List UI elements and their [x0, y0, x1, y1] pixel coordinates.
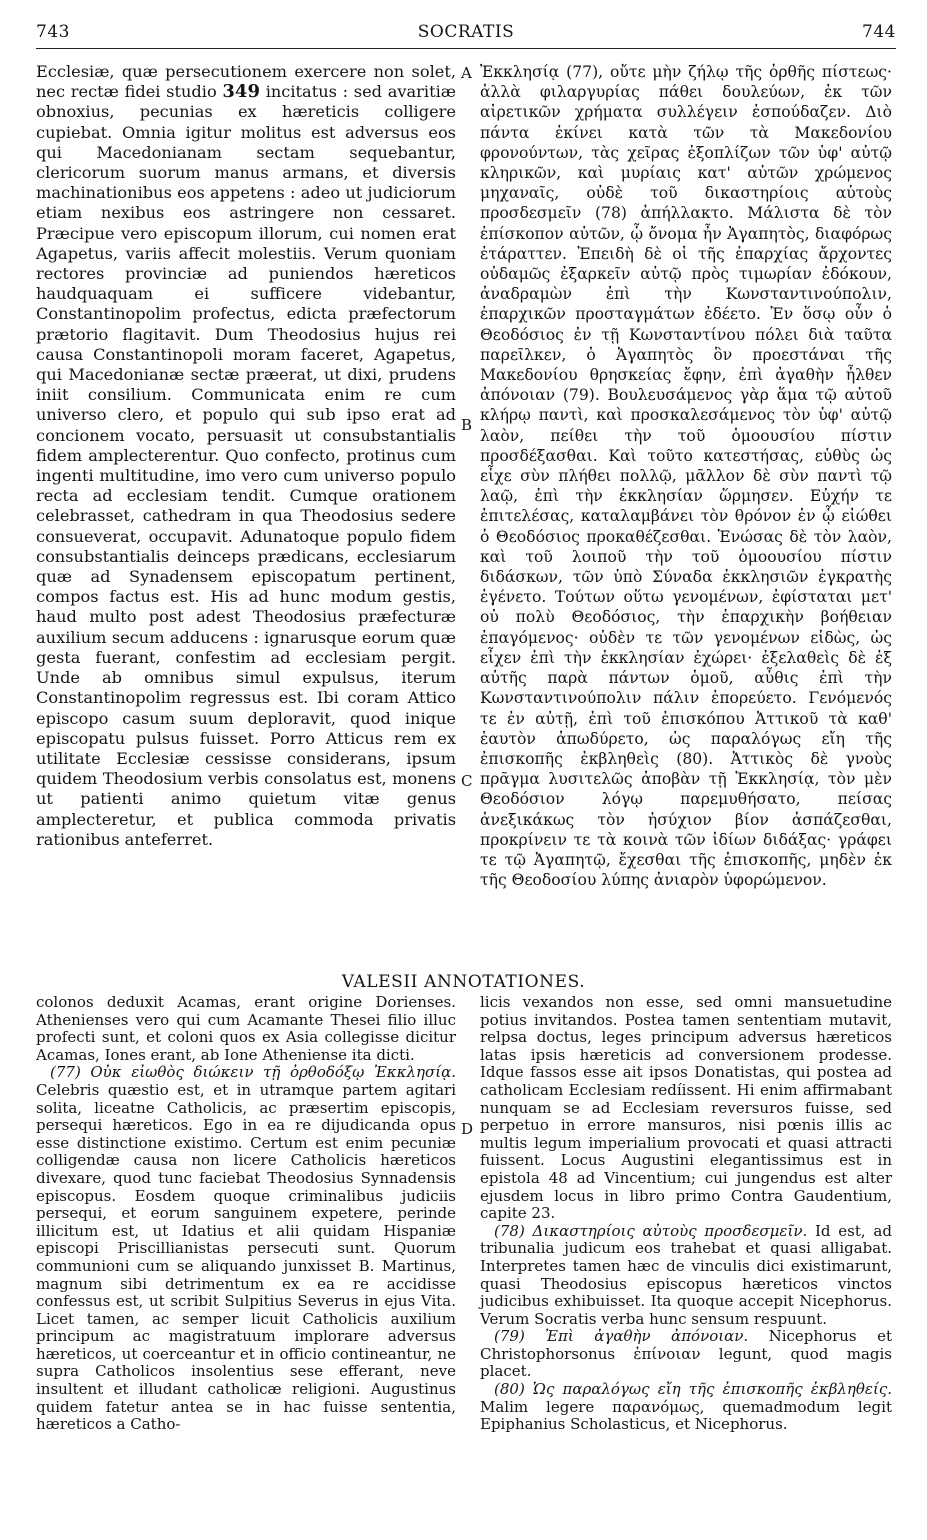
right-page-number: 744 [862, 22, 896, 42]
annotations-left-column [36, 994, 456, 1434]
latin-paragraph [36, 62, 456, 850]
annotation-text: Malim legere παρανόμως, quemadmodum legit Epiphanius Scholasticus, et Nicephorus. [480, 1397, 892, 1434]
annotation-note [36, 994, 456, 1064]
header-rule [36, 48, 896, 49]
annotation-note [36, 1064, 456, 1433]
annotation-text: Id est, ad tribunalia judicum eos trahebat et quasi alligabat. Interpretes tamen hæc de vinculis dici existimarunt, quasi Theodosius episcopus hæreticos vinctos judicibus exhibuisset. Ita quoque accepit Nicephorus. Verum Socratis verba hunc sensum respuunt. [480, 1221, 892, 1328]
annotation-note [480, 1223, 892, 1329]
left-page-number: 743 [36, 22, 70, 42]
greek-paragraph: Ἐκκλησίᾳ (77), οὔτε μὴν ζήλῳ τῆς ὀρθῆς πίστεως· ἀλλὰ φιλαργυρίας πάθει δουλεύων, ἐκ τῶν αἱρετικῶν χρήματα συλλέγειν ἐσπούδαζεν. Διὸ πάντα ἐκίνει κατὰ τῶν τὰ Μακεδονίου φρονούντων, τὰς χεῖρας ἐξοπλίζων τῶν ὑφ' αὐτῷ κληρικῶν, καὶ μυρίαις κατ' αὐτῶν χρώμενος μηχαναῖς, οὐδὲ τοῦ δικαστηρίοις αὐτοὺς προσδεσμεῖν (78) ἀπήλλακτο. Μάλιστα δὲ τὸν ἐπίσκοπον αὐτῶν, ᾧ ὄνομα ἦν Ἀγαπητὸς, διαφόρως ἐτάραττεν. Ἐπειδὴ δὲ οἱ τῆς ἐπαρχίας ἄρχοντες οὐδαμῶς ἐξαρκεῖν αὐτῷ πρὸς τιμωρίαν ἐδόκουν, ἀναδραμὼν ἐπὶ τὴν Κωνσταντινούπολιν, ἐπαρχικῶν προσταγμάτων ἐδέετο. Ἐν ὅσῳ οὖν ὁ Θεοδόσιος ἐν τῇ Κωνσταντίνου πόλει διὰ ταῦτα παρεῖλκεν, ὁ Ἀγαπητὸς ὃν προεστάναι τῆς Μακεδονίου θρησκείας ἔφην, ἐπὶ ἀγαθὴν ἦλθεν ἀπόνοιαν (79). Βουλευσάμενος γὰρ ἅμα τῷ αὐτοῦ κλήρῳ παντὶ, καὶ προσκαλεσάμενος τὸν ὑφ' αὐτῷ λαὸν, πείθει τὴν τοῦ ὁμοουσίου πίστιν προσδέξασθαι. Καὶ τοῦτο κατεστήσας, εὐθὺς ὡς εἶχε σὺν πλήθει πολλῷ, μᾶλλον δὲ σὺν παντὶ τῷ λαῷ, ἐπὶ τὴν ἐκκλησίαν ὥρμησεν. Εὐχήν τε ἐπιτελέσας, καταλαμβάνει τὸν θρόνον ἐν ᾧ εἰώθει ὁ Θεοδόσιος προκαθέζεσθαι. Ἑνώσας δὲ τὸν λαὸν, καὶ τοῦ λοιποῦ τὴν τοῦ ὁμοουσίου πίστιν διδάσκων, τῶν ὑπὸ Σύναδα ἐκκλησιῶν ἐγκρατὴς ἐγένετο. Τούτων οὕτω γενομένων, ἐφίσταται μετ' οὐ πολὺ Θεοδόσιος, τὴν ἐπαρχικὴν βοήθειαν ἐπαγόμενος· οὐδὲν τε τῶν γενομένων εἰδὼς, ὡς εἶχεν ἐπὶ τὴν ἐκκλησίαν ἐχώρει· ἐξελαθεὶς δὲ ἐξ αὐτῆς παρὰ πάντων ὁμοῦ, αὖθις ἐπὶ τὴν Κωνσταντινούπολιν πάλιν ἐπορεύετο. Γενόμενός τε ἐν αὐτῇ, ἐπὶ τοῦ ἐπισκόπου Ἀττικοῦ τὰ καθ' ἑαυτὸν ἀπωδύρετο, ὡς παραλόγως εἴη τῆς ἐπισκοπῆς ἐκβληθεὶς (80). Ἀττικὸς δὲ γνοὺς πρᾶγμα λυσιτελῶς ἀποβὰν τῇ Ἐκκλησίᾳ, τὸν μὲν Θεοδόσιον λόγῳ παρεμυθήσατο, πείσας ἀνεξικάκως τὸν ἡσύχιον βίον ἀσπάζεσθαι, προκρίνειν τε τὰ κοινὰ τῶν ἰδίων διδάξας· γράφει τε τῷ Ἀγαπητῷ, ἔχεσθαι τῆς ἐπισκοπῆς, μηδὲν ἐκ τῆς Θεοδοσίου λύπης ἀνιαρὸν ὑφορώμενον. [480, 63, 892, 890]
annotation-text: colonos deduxit Acamas, erant origine Dorienses. Athenienses vero qui cum Acamante Thesei filio illuc profecti sunt, et coloni quos ex Asia collegisse dicitur Acamas, Iones erant, ab Ione Atheniense ita dicti. [36, 993, 456, 1064]
annotation-note [480, 1381, 892, 1434]
annotation-text: Nicephorus et Christophorsonus ἐπίνοιαν legunt, quod magis placet. [480, 1327, 892, 1381]
annotations-heading: VALESII ANNOTATIONES. [341, 972, 586, 992]
margin-letter-c: C [461, 772, 473, 790]
margin-letter-a: A [461, 64, 472, 82]
annotation-lemma: (78) Δικαστηρίοις αὐτοὺς προσδεσμεῖν. [494, 1221, 808, 1240]
annotation-note [480, 994, 892, 1223]
annotation-text: Celebris quæstio est, et in utramque partem agitari solita, liceatne Catholicis, ac præsertim episcopis, persequi hæreticos. Ego in ea re dijudicanda opus esse distinctione existimo. Certum est enim pecuniæ colligendæ causa non licere Catholicis hæreticos divexare, quod tunc faciebat Theodosius Synnadensis episcopus. Eosdem quoque criminalibus judiciis persequi, et eorum sanguinem expetere, perinde illicitum est, ut Idatius et alii quidam Hispaniæ episcopi Priscillianistas persecuti sunt. Quorum communioni cum se aliquando junxisset B. Martinus, magnum sibi detrimentum ex ea re accidisse confessus est, ut scribit Sulpitius Severus in ejus Vita. Licet tamen, ac semper licuit Catholicis auxilium principum ac magistratuum implorare adversus hæreticos, ut coerceantur et in officio contineantur, ne supra Catholicos insolentius sese efferant, neve insultent et illudant catholicæ religioni. Augustinus quidem fatetur antea se in hac fuisse sententia, hæreticos a Catho- [36, 1080, 456, 1434]
running-header [36, 14, 896, 54]
latin-text-b: incitatus : sed avaritiæ obnoxius, pecunias ex hæreticis colligere cupiebat. Omnia igitur molitus est adversus eos qui Macedonianam sectam sequebantur, clericorum suorum manus armans, et diversis machinationibus eos appetens : adeo ut judiciorum etiam nexibus eos astringere non cessaret. Præcipue vero episcopum illorum, cui nomen erat Agapetus, variis affecit molestiis. Verum quoniam rectores provinciæ ad puniendos hæreticos haudquaquam ei sufficere videbantur, Constantinopolim profectus, edicta præfectorum prætorio flagitavit. Dum Theodosius hujus rei causa Constantinopoli moram faceret, Agapetus, qui Macedonianæ sectæ præerat, ut dixi, prudens iniit consilium. Communicata enim re cum universo clero, et populo qui sub ipso erat ad concionem vocato, persuasit ut consubstantialis fidem amplecterentur. Quo confecto, protinus cum ingenti multitudine, imo vero cum universo populo recta ad ecclesiam tendit. Cumque orationem celebrasset, cathedram in qua Theodosius sedere consueverat, occupavit. Adunatoque populo fidem consubstantialis deinceps prædicans, ecclesiarum quæ ad Synadensem episcopatum pertinent, compos factus est. His ad hunc modum gestis, haud multo post adest Theodosius præfecturæ auxilium secum adducens : ignarusque eorum quæ gesta fuerant, confestim ad ecclesiam pergit. Unde ab omnibus simul expulsus, iterum Constantinopolim regressus est. Ibi coram Attico episcopo casum suum deploravit, quod inique episcopatu pulsus fuisset. Porro Atticus rem ex utilitate Ecclesiæ cessisse considerans, ipsum quidem Theodosium verbis consolatus est, monens ut patienti animo quietum vitæ genus amplecteretur, et publica commoda privatis rationibus anteferret. [36, 82, 456, 849]
annotation-text: licis vexandos non esse, sed omni mansuetudine potius invitandos. Postea tamen sententiam mutavit, relpsa doctus, leges principum adversus hæreticos latas ipsis hæreticis ad conversionem prodesse. Idque fassos esse ait ipsos Donatistas, qui postea ad catholicam Ecclesiam redíissent. Hi enim affirmabant nunquam se ad Ecclesiam reversuros fuisse, sed perpetuo in errore mansuros, nisi pœnis illis ac multis legum imperialium provocati et quasi attracti fuissent. Locus Augustini elegantissimus est in epistola 48 ad Vincentium; cui jungendus est alter ejusdem locus in libro primo Contra Gaudentium, capite 23. [480, 993, 892, 1223]
greek-column [480, 62, 892, 890]
annotation-lemma: (77) Οὐκ εἰωθὸς διώκειν τῇ ὀρθοδόξῳ Ἐκκλησίᾳ. [50, 1063, 456, 1082]
latin-column [36, 62, 456, 850]
running-title: SOCRATIS [417, 22, 515, 42]
margin-letter-b: B [461, 416, 473, 434]
margin-letter-d: D [461, 1120, 474, 1138]
annotation-lemma: (80) Ὡς παραλόγως εἴη τῆς ἐπισκοπῆς ἐκβληθείς. [494, 1380, 892, 1399]
column-number: 349 [222, 81, 260, 103]
latin-text-a: Ecclesiæ, quæ persecutionem exercere non solet, nec rectæ fidei studio [36, 62, 456, 102]
annotations-right-column [480, 994, 892, 1434]
annotation-note [480, 1328, 892, 1381]
annotation-lemma: (79) Ἐπὶ ἀγαθὴν ἀπόνοιαν. [494, 1327, 749, 1346]
